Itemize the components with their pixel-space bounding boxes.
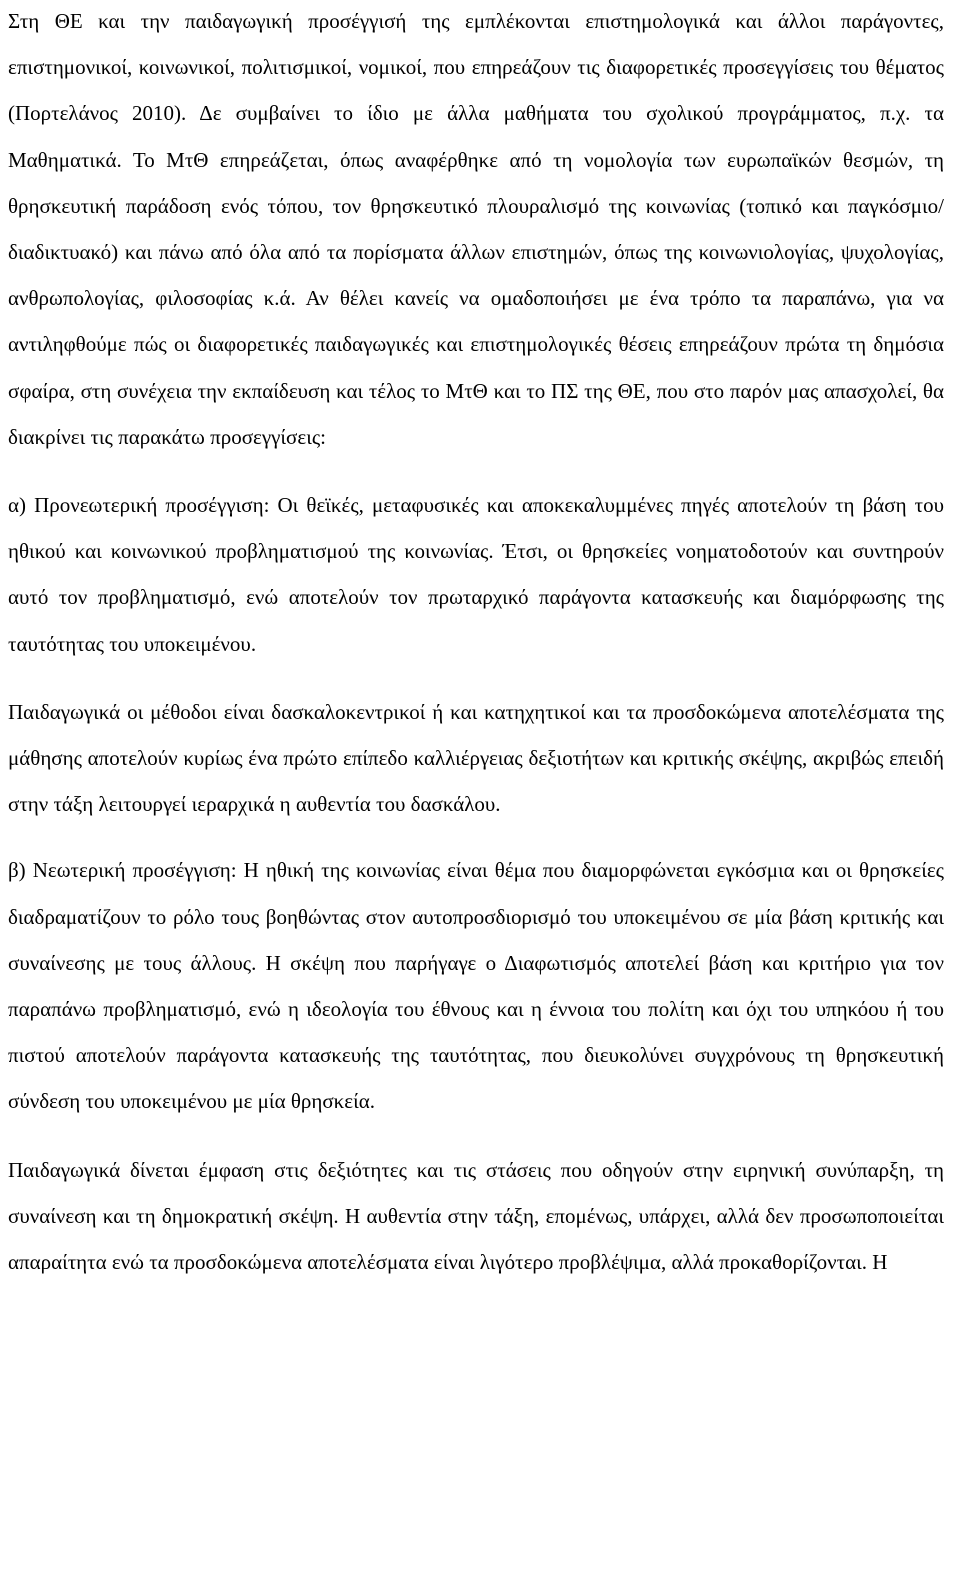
paragraph-modern-pedagogy: Παιδαγωγικά δίνεται έμφαση στις δεξιότητες και τις στάσεις που οδηγούν στην ειρηνική συνύπαρξη, τη συναίνεση και τη δημοκρατική σκέψη. Η αυθεντία στην τάξη, επομένως, υπάρχει, αλλά δεν προσωποποιείται απαραίτητα ενώ τα προσδοκώμενα αποτελέσματα είναι λιγότερο προβλέψιμα, αλλά προκαθορίζονται. Η xyxy=(8,1157,944,1275)
paragraph-intro: Στη ΘΕ και την παιδαγωγική προσέγγισή της εμπλέκονται επιστημολογικά και άλλοι παράγοντες, επιστημονικοί, κοινωνικοί, πολιτισμικοί, νομικοί, που επηρεάζουν τις διαφορετικές προσεγγίσεις του θέματος (Πορτελάνος 2010). Δε συμβαίνει το ίδιο με άλλα μαθήματα του σχολικού προγράμματος, π.χ. τα Μαθηματικά. Το ΜτΘ επηρεάζεται, όπως αναφέρθηκε από τη νομολογία των ευρωπαϊκών θεσμών, τη θρησκευτική παράδοση ενός τόπου, τον θρησκευτικό πλουραλισμό της κοινωνίας (τοπικό και παγκόσμιο/διαδικτυακό) και πάνω από όλα από τα πορίσματα άλλων επιστημών, όπως της κοινωνιολογίας, ψυχολογίας, ανθρωπολογίας, φιλοσοφίας κ.ά. Αν θέλει κανείς να ομαδοποιήσει με ένα τρόπο τα παραπάνω, για να αντιληφθούμε πώς οι διαφορετικές παιδαγωγικές και επιστημολογικές θέσεις επηρεάζουν πρώτα τη δημόσια σφαίρα, στη συνέχεια την εκπαίδευση και τέλος το ΜτΘ και το ΠΣ της ΘΕ, που στο παρόν μας απασχολεί, θα διακρίνει τις παρακάτω προσεγγίσεις: xyxy=(8,9,944,449)
paragraph-premodern-approach: α) Προνεωτερική προσέγγιση: Οι θεϊκές, μεταφυσικές και αποκεκαλυμμένες πηγές αποτελούν τη βάση του ηθικού και κοινωνικού προβληματισμού της κοινωνίας. Έτσι, οι θρησκείες νοηματοδοτούν και συντηρούν αυτό τον προβληματισμό, ενώ αποτελούν τον πρωταρχικό παράγοντα κατασκευής και διαμόρφωσης της ταυτότητας του υποκειμένου. xyxy=(8,493,944,656)
paragraph-premodern-pedagogy: Παιδαγωγικά οι μέθοδοι είναι δασκαλοκεντρικοί ή και κατηχητικοί και τα προσδοκώμενα αποτελέσματα της μάθησης αποτελούν κυρίως ένα πρώτο επίπεδο καλλιέργειας δεξιοτήτων και κριτικής σκέψης, ακριβώς επειδή στην τάξη λειτουργεί ιεραρχικά η αυθεντία του δασκάλου. xyxy=(8,699,944,817)
paragraph-modern-approach: β) Νεωτερική προσέγγιση: Η ηθική της κοινωνίας είναι θέμα που διαμορφώνεται εγκόσμια και οι θρησκείες διαδραματίζουν το ρόλο τους βοηθώντας στον αυτοπροσδιορισμό του υποκειμένου σε μία βάση κριτικής και συναίνεσης με τους άλλους. Η σκέψη που παρήγαγε ο Διαφωτισμός αποτελεί βάση και κριτήριο για τον παραπάνω προβληματισμό, ενώ η ιδεολογία του έθνους και η έννοια του πολίτη και όχι του υπηκόου ή του πιστού αποτελούν παράγοντα κατασκευής της ταυτότητας, που διευκολύνει συγχρόνους τη θρησκευτική σύνδεση του υποκειμένου με μία θρησκεία. xyxy=(8,858,944,1114)
